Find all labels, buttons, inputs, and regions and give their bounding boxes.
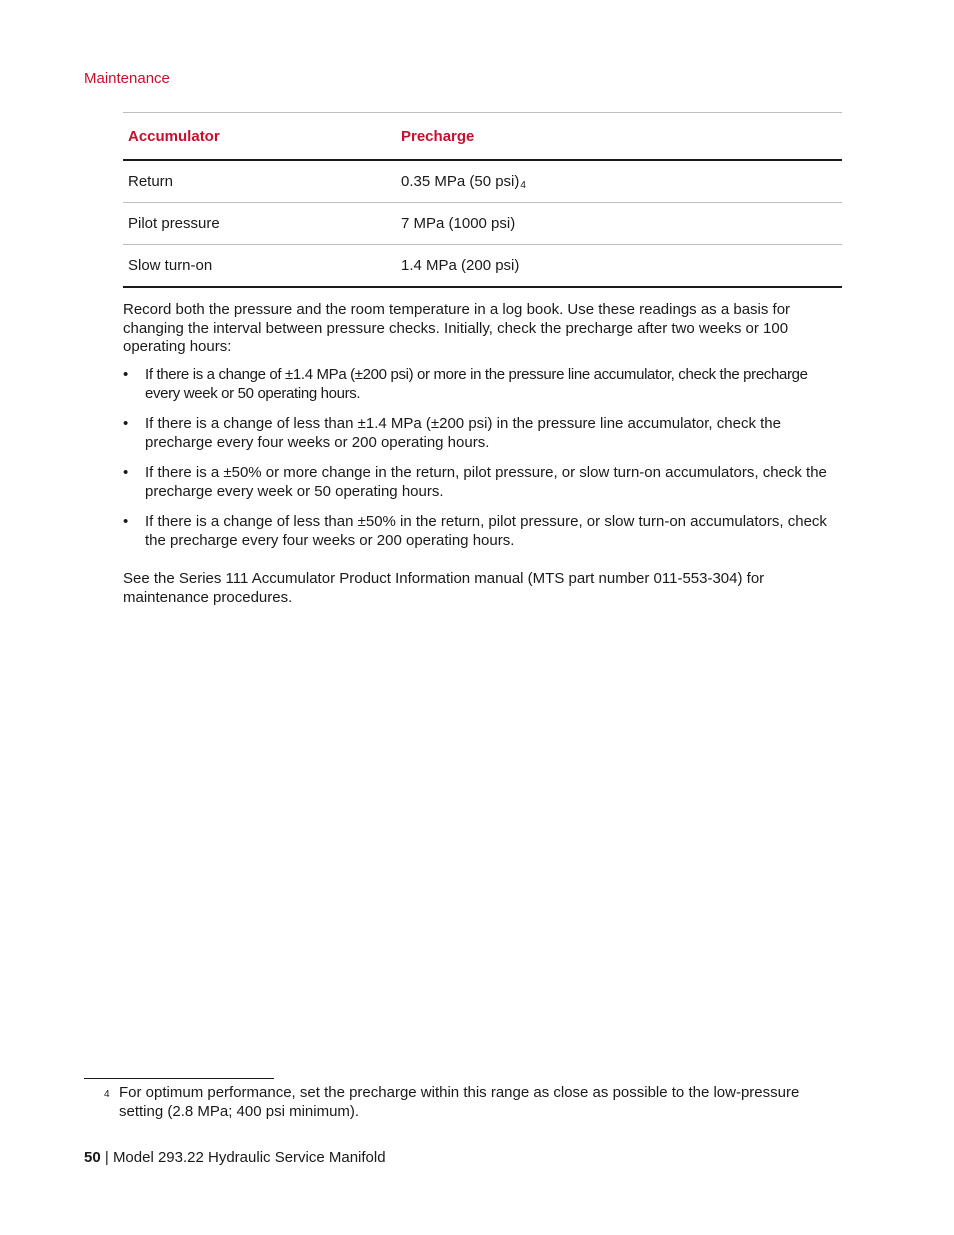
list-item	[123, 415, 843, 452]
list-item-text: If there is a change of less than ±1.4 MPa (±200 psi) in the pressure line accumulator, check the precharge every four weeks or 200 operating hours.	[145, 415, 781, 451]
list-item-text: If there is a change of ±1.4 MPa (±200 psi) or more in the pressure line accumulator, check the precharge every week or 50 operating hours.	[145, 366, 808, 402]
footnote-reference: 4	[520, 180, 526, 191]
section-header: Maintenance	[84, 70, 170, 87]
list-item	[123, 464, 843, 501]
bullet-icon: •	[123, 366, 128, 383]
table-header-row	[123, 113, 842, 161]
document-title: Model 293.22 Hydraulic Service Manifold	[112, 1149, 386, 1166]
table-row	[123, 161, 842, 203]
cell-accumulator: Return	[128, 173, 174, 190]
footnote	[84, 1084, 844, 1121]
intro-paragraph: Record both the pressure and the room temperature in a log book. Use these readings as a basis for changing the interval between pressure checks. Initially, check the precharge after two weeks or 100 operating hours:	[123, 301, 791, 355]
table-row	[123, 245, 842, 288]
list-item	[123, 366, 843, 403]
cell-precharge: 1.4 MPa (200 psi)	[401, 257, 520, 274]
footnote-divider	[84, 1078, 274, 1079]
precharge-table	[123, 112, 842, 288]
precharge-value: 0.35 MPa (50 psi)	[401, 173, 520, 190]
maintenance-bullet-list	[123, 366, 843, 562]
cell-accumulator: Slow turn-on	[128, 257, 213, 274]
footnote-mark: 4	[104, 1089, 110, 1100]
list-item-text: If there is a ±50% or more change in the return, pilot pressure, or slow turn-on accumulators, check the precharge every week or 50 operating hours.	[145, 464, 827, 500]
closing-paragraph: See the Series 111 Accumulator Product Information manual (MTS part number 011-553-304) for maintenance procedures.	[123, 570, 765, 606]
footer-separator: |	[104, 1149, 109, 1166]
list-item	[123, 513, 843, 550]
bullet-icon: •	[123, 464, 129, 481]
table-row	[123, 203, 842, 245]
footnote-text: For optimum performance, set the precharge within this range as close as possible to the low-pressure setting (2.8 MPa; 400 psi minimum).	[119, 1084, 800, 1120]
page-footer	[84, 1149, 386, 1166]
cell-precharge	[401, 173, 842, 190]
cell-accumulator: Pilot pressure	[128, 215, 220, 232]
cell-precharge: 7 MPa (1000 psi)	[401, 215, 516, 232]
bullet-icon: •	[123, 415, 129, 432]
column-header-accumulator: Accumulator	[128, 127, 220, 145]
column-header-precharge: Precharge	[401, 127, 475, 145]
bullet-icon: •	[123, 513, 129, 530]
list-item-text: If there is a change of less than ±50% in the return, pilot pressure, or slow turn-on accumulators, check the precharge every four weeks or 200 operating hours.	[145, 513, 827, 549]
page-number: 50	[84, 1149, 101, 1166]
